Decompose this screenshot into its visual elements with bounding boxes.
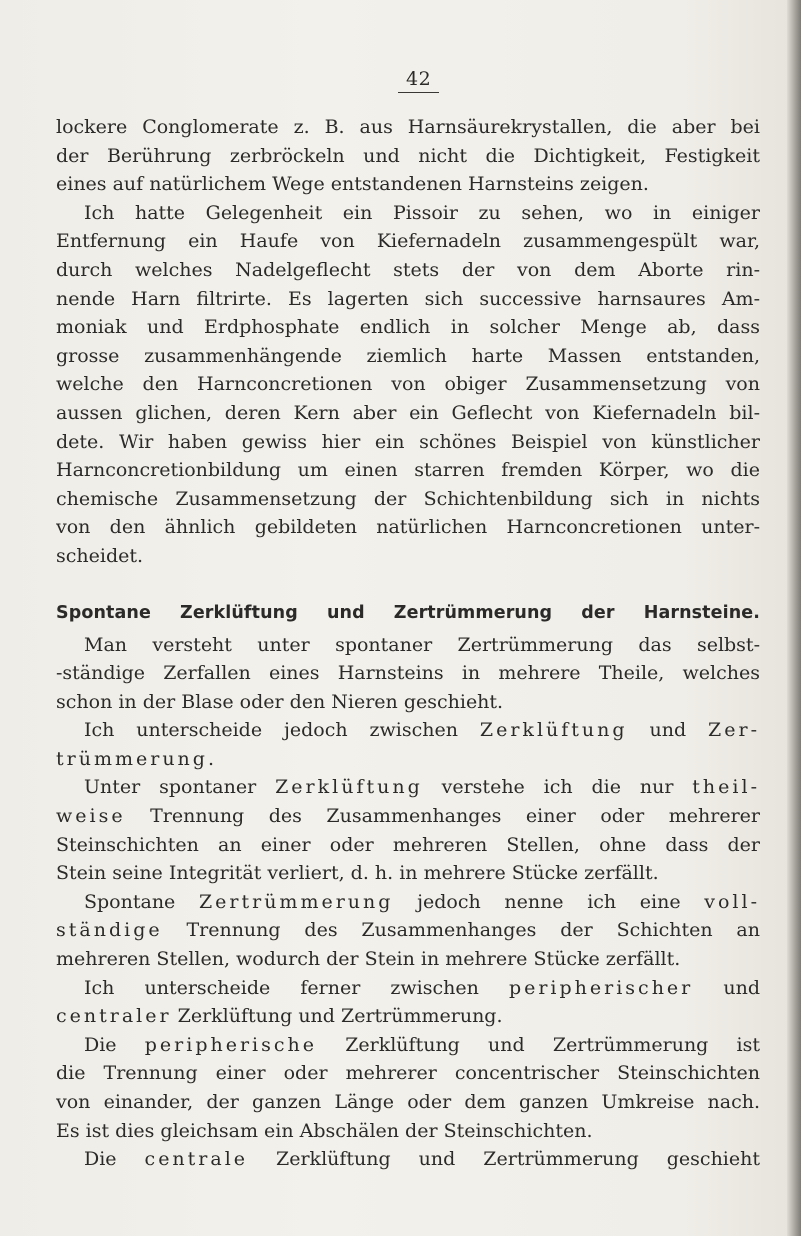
text-run: verstehe ich die nur (422, 776, 693, 799)
text-run: Spontane (84, 890, 199, 913)
text-line (56, 974, 760, 1003)
text-line: der Berührung zerbröckeln und nicht die Dichtigkeit, Festigkeit (56, 144, 760, 167)
emphasized-term: peripherische (144, 1033, 317, 1056)
text-line: Harnconcretionbildung um einen starren fremden Körper, wo die (56, 459, 760, 482)
text-run: Zerklüftung und Zertrümmerung. (171, 1005, 503, 1028)
text-run: Zerklüftung und Zertrümmerung geschieht (248, 1148, 760, 1171)
text-run: Unter spontaner (84, 776, 276, 799)
text-line: aussen glichen, deren Kern aber ein Geflecht von Kiefernadeln bil- (56, 401, 760, 424)
paragraph-1 (56, 113, 760, 199)
section-heading: Spontane Zerklüftung und Zertrümmerung der Harnsteine. (56, 602, 760, 623)
paragraph-3 (56, 631, 760, 717)
paragraph-6 (56, 888, 760, 974)
text-line: Ich hatte Gelegenheit ein Pissoir zu sehen, wo in einiger (84, 201, 760, 224)
text-line: Es ist dies gleichsam ein Abschälen der Steinschichten. (56, 1119, 593, 1142)
text-line: scheidet. (56, 544, 144, 567)
paragraph-5 (56, 773, 760, 887)
emphasized-term: centrale (144, 1148, 249, 1171)
page-body (56, 113, 760, 1174)
text-run: . (207, 747, 214, 770)
text-line: nende Harn filtrirte. Es lagerten sich successive harnsaures Am- (56, 287, 760, 310)
paragraph-7 (56, 974, 760, 1031)
text-line: Entfernung ein Haufe von Kiefernadeln zusammengespült war, (56, 230, 760, 253)
text-run: Trennung des Zusammenhanges einer oder mehrerer (125, 805, 760, 828)
text-run: Ich unterscheide jedoch zwischen (84, 719, 480, 742)
text-line: schon in der Blase oder den Nieren geschieht. (56, 690, 504, 713)
text-run: jedoch nenne ich eine (393, 890, 705, 913)
emphasized-term: trümmerung (56, 747, 208, 770)
paragraph-8 (56, 1031, 760, 1145)
text-run: Zerklüftung und Zertrümmerung ist (317, 1033, 760, 1056)
emphasized-term: theil- (692, 776, 760, 799)
text-line (56, 916, 760, 945)
text-run: und (693, 976, 760, 999)
text-line: -ständige Zerfallen eines Harnsteins in mehrere Theile, welches (56, 662, 760, 685)
text-line: die Trennung einer oder mehrerer concentrischer Steinschichten (56, 1062, 760, 1085)
text-run: und (627, 719, 709, 742)
text-run: Die (84, 1148, 145, 1171)
text-line (56, 1031, 760, 1060)
text-line: durch welches Nadelgeflecht stets der von dem Aborte rin- (56, 258, 760, 281)
emphasized-term: Zerklüftung (275, 776, 423, 799)
text-line: dete. Wir haben gewiss hier ein schönes Beispiel von künstlicher (56, 430, 760, 453)
page-edge-shadow (787, 0, 801, 1236)
paragraph-9 (56, 1145, 760, 1174)
emphasized-term: ständige (56, 919, 163, 942)
text-line: mehreren Stellen, wodurch der Stein in mehrere Stücke zerfällt. (56, 948, 681, 971)
text-line: von den ähnlich gebildeten natürlichen Harnconcretionen unter- (56, 516, 760, 539)
text-line (56, 1002, 760, 1031)
text-line: Steinschichten an einer oder mehreren Stellen, ohne dass der (56, 833, 760, 856)
text-line: grosse zusammenhängende ziemlich harte Massen entstanden, (56, 344, 760, 367)
text-line: eines auf natürlichem Wege entstandenen Harnsteins zeigen. (56, 173, 649, 196)
text-line: von einander, der ganzen Länge oder dem ganzen Umkreise nach. (56, 1091, 760, 1113)
text-run: Ich unterscheide ferner zwischen (84, 976, 509, 999)
paragraph-2 (56, 199, 760, 571)
text-line: moniak und Erdphosphate endlich in solcher Menge ab, dass (56, 316, 760, 339)
text-line (56, 745, 760, 774)
text-line (56, 773, 760, 802)
text-line: Stein seine Integrität verliert, d. h. in mehrere Stücke zerfällt. (56, 862, 659, 885)
text-line: Man versteht unter spontaner Zertrümmerung das selbst- (84, 633, 760, 656)
text-line: welche den Harnconcretionen von obiger Zusammensetzung von (56, 373, 760, 396)
emphasized-term: centraler (56, 1005, 172, 1028)
page-number: 42 (398, 68, 439, 93)
text-line (56, 802, 760, 831)
text-line (56, 888, 760, 917)
emphasized-term: peripherischer (508, 976, 694, 999)
emphasized-term: Zer- (708, 719, 760, 742)
paragraph-4 (56, 716, 760, 773)
text-line (56, 716, 760, 745)
emphasized-term: Zertrümmerung (198, 890, 394, 913)
emphasized-term: weise (56, 805, 126, 828)
text-line: lockere Conglomerate z. B. aus Harnsäurekrystallen, die aber bei (56, 116, 760, 138)
text-run: Trennung des Zusammenhanges der Schichten an (162, 919, 760, 942)
text-line: chemische Zusammensetzung der Schichtenbildung sich in nichts (56, 487, 760, 510)
emphasized-term: voll- (704, 890, 760, 913)
text-run: Die (84, 1033, 145, 1056)
emphasized-term: Zerklüftung (479, 719, 628, 742)
text-line (56, 1145, 760, 1174)
